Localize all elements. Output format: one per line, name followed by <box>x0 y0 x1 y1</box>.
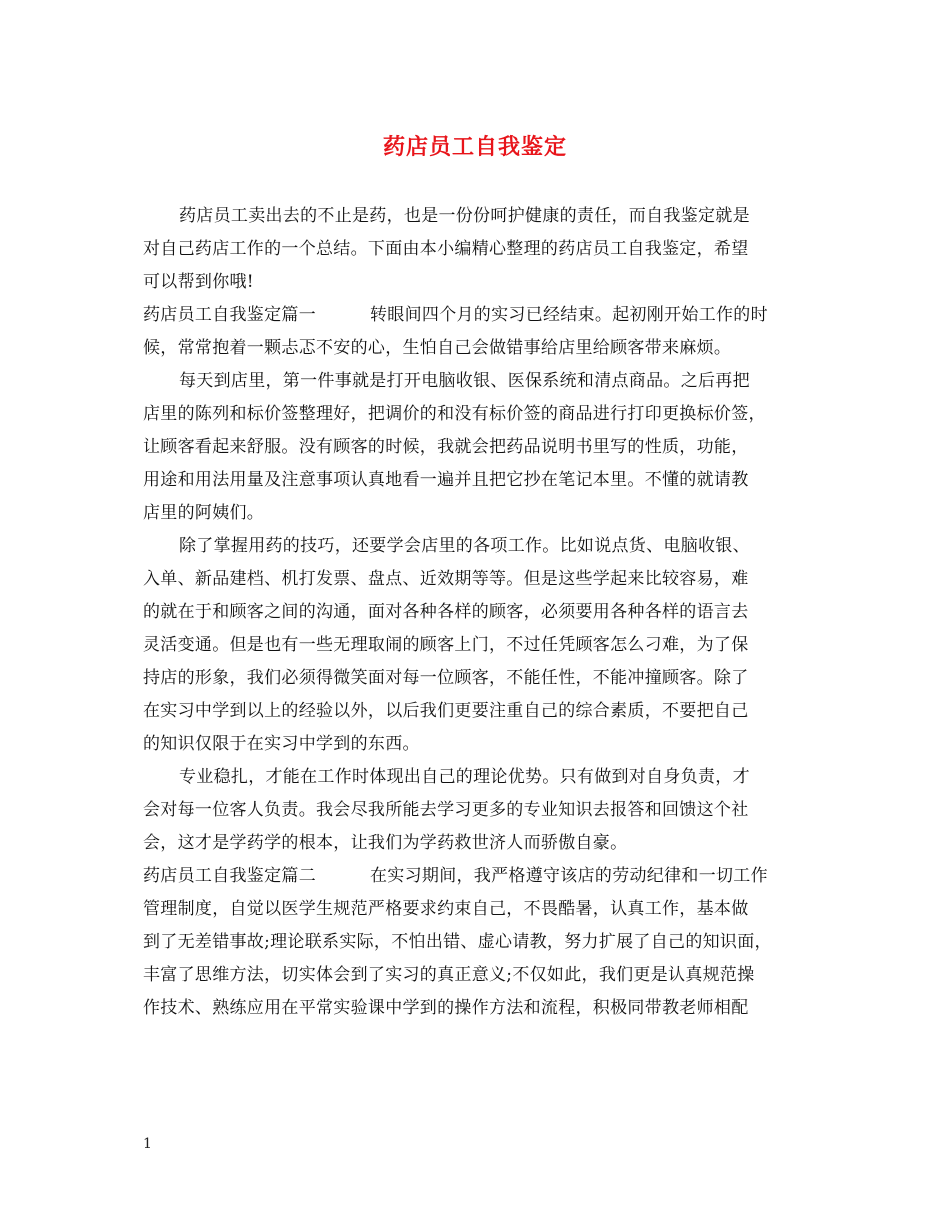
line-text: 在实习中学到以上的经验以外，以后我们更要注重自己的综合素质，不要把自己 <box>143 701 749 721</box>
line-text: 管理制度，自觉以医学生规范严格要求约束自己，不畏酷暑，认真工作，基本做 <box>143 899 749 919</box>
line-text: 药店员工卖出去的不止是药，也是一份份呵护健康的责任，而自我鉴定就是 <box>179 206 750 226</box>
line-text: 用途和用法用量及注意事项认真地看一遍并且把它抄在笔记本里。不懂的就请教 <box>143 470 749 490</box>
line-text: 到了无差错事故;理论联系实际，不怕出错、虚心请教，努力扩展了自己的知识面， <box>143 932 772 952</box>
text-line <box>143 332 815 365</box>
line-text: 会对每一位客人负责。我会尽我所能去学习更多的专业知识去报答和回馈这个社 <box>143 800 749 820</box>
line-text: 转眼间四个月的实习已经结束。起初刚开始工作的时 <box>370 305 768 325</box>
text-line <box>143 464 815 497</box>
text-line <box>143 431 815 464</box>
line-text: 对自己药店工作的一个总结。下面由本小编精心整理的药店员工自我鉴定，希望 <box>143 239 749 259</box>
line-text: 候，常常抱着一颗忐忑不安的心，生怕自己会做错事给店里给顾客带来麻烦。 <box>143 338 732 358</box>
document-body <box>143 200 815 1025</box>
line-text: 店里的陈列和标价签整理好，把调价的和没有标价签的商品进行打印更换标价签， <box>143 404 766 424</box>
text-line <box>143 959 815 992</box>
line-text: 专业稳扎，才能在工作时体现出自己的理论优势。只有做到对自身负责，才 <box>179 767 750 787</box>
text-line <box>143 893 815 926</box>
text-line <box>143 992 815 1025</box>
text-line <box>143 629 815 662</box>
text-line <box>143 530 815 563</box>
line-text: 丰富了思维方法，切实体会到了实习的真正意义;不仅如此，我们更是认真规范操 <box>143 965 755 985</box>
text-line <box>143 365 815 398</box>
line-text: 的就在于和顾客之间的沟通，面对各种各样的顾客，必须要用各种各样的语言去 <box>143 602 749 622</box>
text-line <box>143 299 815 332</box>
line-text: 灵活变通。但是也有一些无理取闹的顾客上门，不过任凭顾客怎么刁难，为了保 <box>143 635 749 655</box>
text-line <box>143 926 815 959</box>
text-line <box>143 728 815 761</box>
text-line <box>143 860 815 893</box>
line-text: 入单、新品建档、机打发票、盘点、近效期等等。但是这些学起来比较容易，难 <box>143 569 749 589</box>
text-line <box>143 497 815 530</box>
text-line <box>143 563 815 596</box>
line-text: 每天到店里，第一件事就是打开电脑收银、医保系统和清点商品。之后再把 <box>179 371 750 391</box>
text-line <box>143 794 815 827</box>
line-text: 作技术、熟练应用在平常实验课中学到的操作方法和流程，积极同带教老师相配 <box>143 998 749 1018</box>
line-text: 在实习期间，我严格遵守该店的劳动纪律和一切工作 <box>370 866 768 886</box>
text-line <box>143 761 815 794</box>
line-text: 会，这才是学药学的根本，让我们为学药救世济人而骄傲自豪。 <box>143 833 628 853</box>
text-line <box>143 596 815 629</box>
section-heading: 药店员工自我鉴定篇二 <box>143 866 316 886</box>
text-line <box>143 233 815 266</box>
text-line <box>143 200 815 233</box>
line-text: 持店的形象，我们必须得微笑面对每一位顾客，不能任性，不能冲撞顾客。除了 <box>143 668 749 688</box>
line-text: 让顾客看起来舒服。没有顾客的时候，我就会把药品说明书里写的性质，功能， <box>143 437 749 457</box>
text-line <box>143 827 815 860</box>
line-text: 除了掌握用药的技巧，还要学会店里的各项工作。比如说点货、电脑收银、 <box>179 536 750 556</box>
page-number: 1 <box>143 1136 152 1152</box>
text-line <box>143 266 815 299</box>
text-line <box>143 662 815 695</box>
text-line <box>143 398 815 431</box>
line-text: 店里的阿姨们。 <box>143 503 265 523</box>
line-text: 可以帮到你哦! <box>143 272 254 292</box>
line-text: 的知识仅限于在实习中学到的东西。 <box>143 734 420 754</box>
text-line <box>143 695 815 728</box>
document-title: 药店员工自我鉴定 <box>382 134 567 160</box>
section-heading: 药店员工自我鉴定篇一 <box>143 305 316 325</box>
